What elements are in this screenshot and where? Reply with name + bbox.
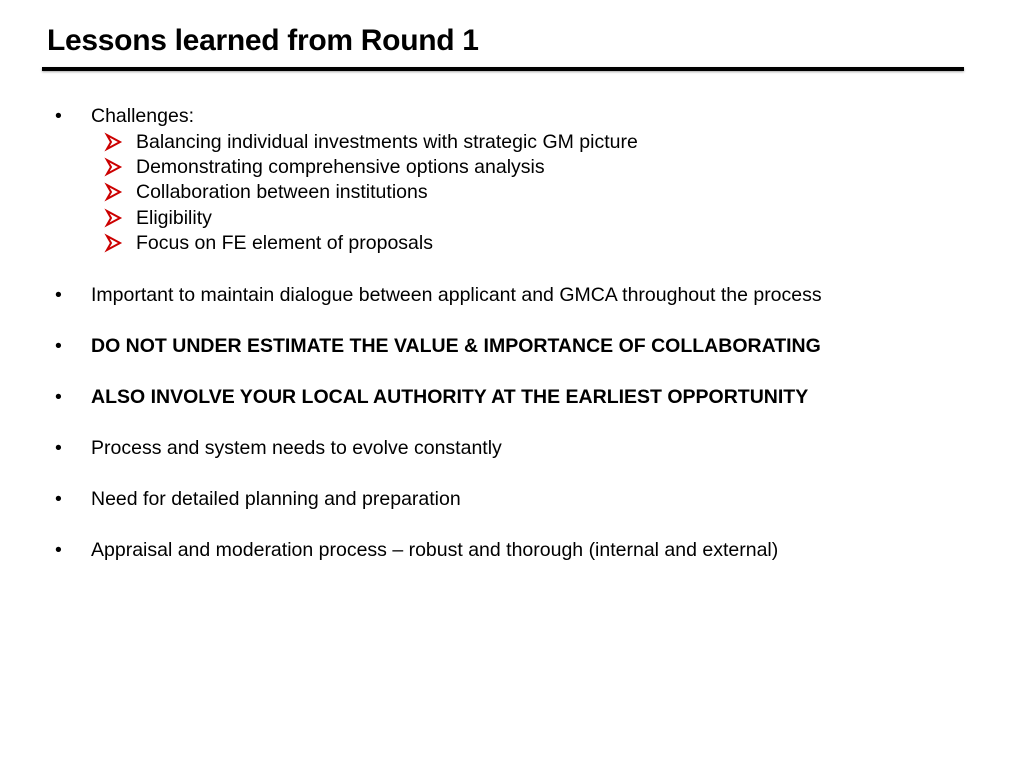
- sub-bullet-text: Demonstrating comprehensive options analysis: [136, 156, 545, 178]
- bullet-dot: •: [55, 335, 62, 357]
- bullet-text: Need for detailed planning and preparation: [91, 488, 461, 510]
- bullet-dot: •: [55, 284, 62, 306]
- arrow-bullet-icon: [104, 206, 124, 230]
- bullet-text: DO NOT UNDER ESTIMATE THE VALUE & IMPORTANCE OF COLLABORATING: [91, 335, 821, 357]
- bullet-dot: •: [55, 386, 62, 408]
- bullet-text: ALSO INVOLVE YOUR LOCAL AUTHORITY AT THE EARLIEST OPPORTUNITY: [91, 386, 809, 408]
- sub-bullet-text: Eligibility: [136, 207, 212, 229]
- sub-bullet-text: Focus on FE element of proposals: [136, 232, 433, 254]
- sub-bullet-text: Collaboration between institutions: [136, 181, 428, 203]
- bullet-dot: •: [55, 539, 62, 561]
- bullet-text: Process and system needs to evolve constantly: [91, 437, 502, 459]
- bullet-dot: •: [55, 437, 62, 459]
- arrow-bullet-icon: [104, 155, 124, 179]
- arrow-bullet-icon: [104, 130, 124, 154]
- bullet-text: Appraisal and moderation process – robust and thorough (internal and external): [91, 539, 779, 561]
- bullet-text: Important to maintain dialogue between applicant and GMCA throughout the process: [91, 284, 822, 306]
- sub-bullet-text: Balancing individual investments with strategic GM picture: [136, 131, 638, 153]
- bullet-text: Challenges:: [91, 105, 194, 127]
- arrow-bullet-icon: [104, 180, 124, 204]
- bullet-dot: •: [55, 105, 62, 127]
- bullet-dot: •: [55, 488, 62, 510]
- slide-title: Lessons learned from Round 1: [47, 24, 479, 57]
- arrow-bullet-icon: [104, 231, 124, 255]
